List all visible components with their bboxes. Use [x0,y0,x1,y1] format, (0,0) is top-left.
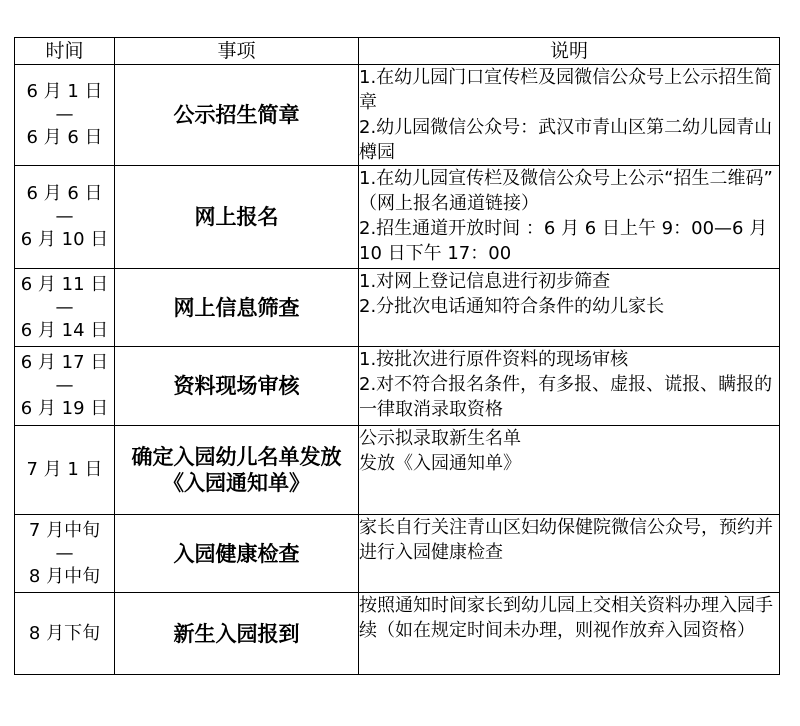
table-row [15,166,780,269]
item-cell [115,166,359,269]
header-time: 时间 [15,38,115,65]
desc-line: 公示拟录取新生名单 [359,428,521,449]
desc-line: 家长自行关注青山区妇幼保健院微信公众号，预约并进行入园健康检查 [359,517,773,563]
desc-line: 2.招生通道开放时间 ：6 月 6 日上午 9：00—6 月 10 日下午 17：00 [359,218,768,264]
desc-line: 1.在幼儿园宣传栏及微信公众号上公示“招生二维码” （网上报名通道链接） [359,168,773,214]
item-title: 入园健康检查 [173,541,300,566]
item-cell [115,347,359,426]
item-cell [115,515,359,593]
table-row [15,347,780,426]
enrollment-schedule-table [14,37,780,675]
time-end: 8 月中旬 [28,565,101,587]
time-dash: — [55,206,74,227]
time-end: 6 月 6 日 [26,127,103,148]
time-dash: — [55,104,74,125]
time-cell [15,269,115,347]
item-cell [115,426,359,515]
desc-line: 2.幼儿园微信公众号：武汉市青山区第二幼儿园青山樽园 [359,117,773,163]
time-end: 6 月 10 日 [20,229,109,250]
table-row [15,65,780,166]
item-title: 资料现场审核 [173,374,300,398]
table-row [15,269,780,347]
time-cell [15,593,115,675]
time-start: 7 月 1 日 [26,459,103,480]
time-cell [15,426,115,515]
desc-line: 2.分批次电话通知符合条件的幼儿家长 [359,296,665,317]
item-title: 新生入园报到 [173,621,300,646]
desc-cell [359,269,780,347]
desc-cell [359,65,780,166]
time-cell [15,347,115,426]
time-start: 8 月下旬 [28,622,101,644]
time-start: 6 月 6 日 [26,183,103,204]
item-cell [115,269,359,347]
time-dash: — [55,375,74,396]
time-end: 6 月 14 日 [20,319,109,341]
desc-line: 按照通知时间家长到幼儿园上交相关资料办理入园手续（如在规定时间未办理，则视作放弃入园资格） [359,595,773,641]
header-row [15,38,780,65]
desc-line: 1.对网上登记信息进行初步筛查 [359,271,611,292]
table-row [15,426,780,515]
time-end: 6 月 19 日 [20,398,109,419]
time-dash: — [55,542,74,564]
table-row [15,593,780,675]
desc-line: 1.在幼儿园门口宣传栏及园微信公众号上公示招生简章 [359,67,773,113]
item-cell [115,593,359,675]
time-start: 6 月 1 日 [26,81,103,102]
desc-line: 1.按批次进行原件资料的现场审核 [359,349,629,370]
time-cell [15,65,115,166]
time-cell [15,166,115,269]
desc-line: 2.对不符合报名条件，有多报、虚报、谎报、瞒报的一律取消录取资格 [359,374,773,420]
table-row [15,515,780,593]
time-cell [15,515,115,593]
desc-cell [359,515,780,593]
item-title: 公示招生简章 [173,103,300,127]
item-cell [115,65,359,166]
header-desc: 说明 [359,38,780,65]
desc-cell [359,593,780,675]
item-title: 网上报名 [194,205,279,229]
desc-cell [359,166,780,269]
desc-cell [359,426,780,515]
item-title: 网上信息筛查 [173,295,300,320]
time-dash: — [55,296,74,318]
desc-cell [359,347,780,426]
time-start: 7 月中旬 [28,519,101,541]
time-start: 6 月 17 日 [20,352,109,373]
desc-line: 发放《入园通知单》 [359,453,521,474]
header-item: 事项 [115,38,359,65]
time-start: 6 月 11 日 [20,273,109,295]
item-title: 确定入园幼儿名单发放《入园通知单》 [131,445,342,495]
